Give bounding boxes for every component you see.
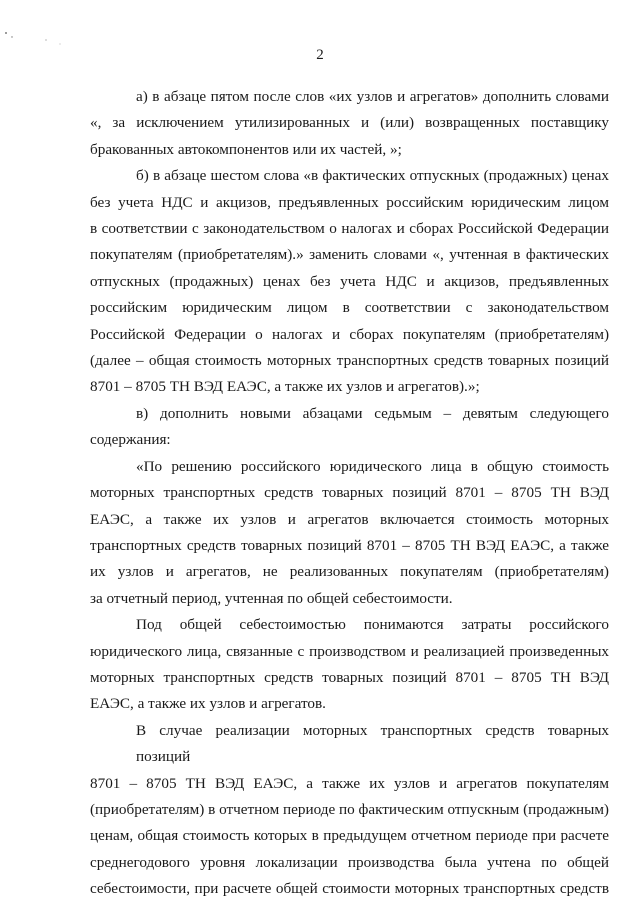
text-line: 8701 – 8705 ТН ВЭД ЕАЭС, а также их узлов и агрегатов).»; (90, 378, 480, 396)
text-line: Российской Федерации о налогах и сборах покупателям (приобретателям) (90, 325, 609, 343)
text-line: покупателям (приобретателям).» заменить словами «, учтенная в фактических (90, 246, 609, 264)
paragraph-c-end (90, 427, 609, 453)
text-line: себестоимости, при расчете общей стоимости моторных транспортных средств (90, 880, 609, 898)
text-line: отпускных (продажных) ценах без учета НДС и акцизов, предъявленных (90, 272, 609, 290)
text-line: российским юридическим лицом в соответствии с законодательством (90, 299, 609, 317)
text-line: без учета НДС и акцизов, предъявленных российским юридическим лицом (90, 193, 609, 211)
text-line: моторных транспортных средств товарных позиций 8701 – 8705 ТН ВЭД (90, 668, 609, 686)
page-number: 2 (316, 47, 324, 63)
text-line: за отчетный период, учтенная по общей себестоимости. (90, 589, 453, 607)
quoted-paragraph-1-end (90, 586, 609, 612)
text-line: В случае реализации моторных транспортных средств товарных позиций (136, 721, 609, 766)
text-line: Под общей себестоимостью понимаются затраты российского (136, 616, 609, 634)
text-line: ценам, общая стоимость которых в предыдущем отчетном периоде при расчете (90, 827, 609, 845)
text-line: (приобретателям) в отчетном периоде по фактическим отпускным (продажным) (90, 800, 609, 818)
text-line: б) в абзаце шестом слова «в фактических отпускных (продажных) ценах (136, 167, 609, 185)
text-line: а) в абзаце пятом после слов «их узлов и агрегатов» дополнить словами (136, 88, 609, 105)
text-line: ЕАЭС, а также их узлов и агрегатов. (90, 695, 326, 713)
quoted-paragraph-2-end (90, 691, 609, 717)
paragraph-a-end (90, 137, 609, 163)
quoted-paragraph-3 (90, 718, 609, 903)
text-line: бракованных автокомпонентов или их частей, »; (90, 140, 402, 158)
text-line: транспортных средств товарных позиций 8701 – 8705 ТН ВЭД ЕАЭС, а также (90, 536, 609, 554)
text-line: 8701 – 8705 ТН ВЭД ЕАЭС, а также их узлов и агрегатов покупателям (90, 774, 609, 792)
quoted-paragraph-1 (90, 454, 609, 586)
text-line: (далее – общая стоимость моторных транспортных средств товарных позиций (90, 352, 609, 370)
text-line: юридического лица, связанные с производством и реализацией произведенных (90, 642, 609, 660)
paragraph-b-end (90, 374, 609, 400)
paragraph-b (90, 163, 609, 374)
text-line: их узлов и агрегатов, не реализованных покупателям (приобретателям) (90, 563, 609, 581)
document-body (90, 84, 609, 903)
text-line: среднегодового уровня локализации производства была учтена по общей (90, 853, 609, 871)
paragraph-c (90, 401, 609, 427)
text-line: в соответствии с законодательством о налогах и сборах Российской Федерации (90, 220, 609, 238)
text-line: моторных транспортных средств товарных позиций 8701 – 8705 ТН ВЭД (90, 484, 609, 502)
quoted-paragraph-2 (90, 612, 609, 691)
paragraph-a (90, 84, 609, 137)
text-line: «По решению российского юридического лица в общую стоимость (136, 457, 609, 475)
text-line: содержания: (90, 431, 171, 449)
text-line: ЕАЭС, а также их узлов и агрегатов включается стоимость моторных (90, 510, 609, 528)
text-line: «, за исключением утилизированных и (или) возвращенных поставщику (90, 114, 609, 132)
text-line: в) дополнить новыми абзацами седьмым – девятым следующего (136, 404, 609, 422)
